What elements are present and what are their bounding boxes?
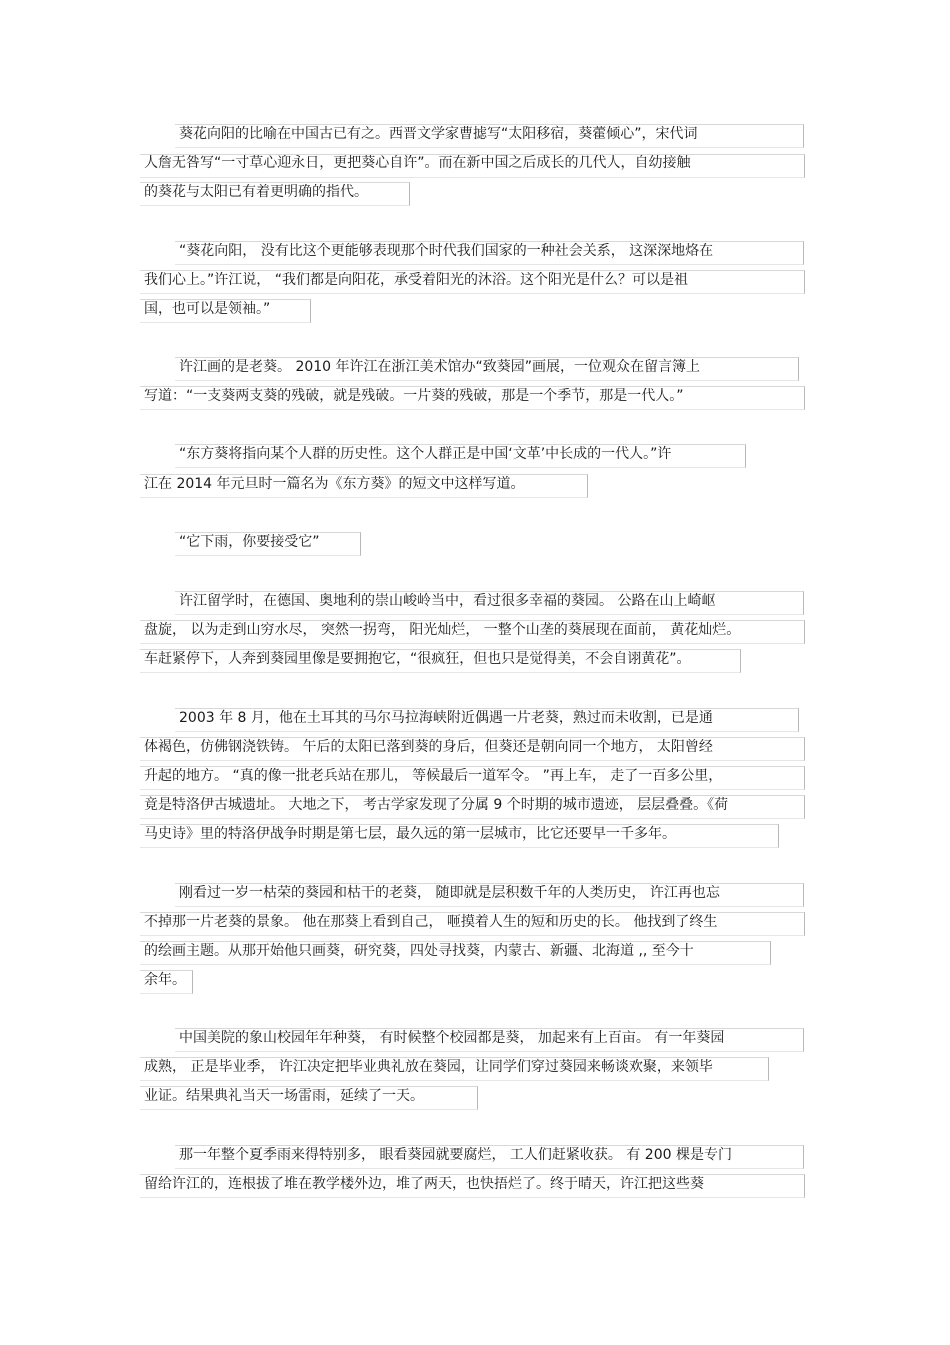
text-line: 升起的地方。 “真的像一批老兵站在那儿， 等候最后一道军令。 ”再上车， 走了一百多公里，: [144, 768, 723, 784]
text-line: 业证。结果典礼当天一场雷雨，延续了一天。: [144, 1088, 424, 1104]
text-line: 江在 2014 年元旦时一篇名为《东方葵》的短文中这样写道。: [144, 476, 525, 492]
text-line: 许江留学时，在德国、奥地利的崇山峻岭当中，看过很多幸福的葵园。 公路在山上崎岖: [179, 593, 716, 609]
text-line: 成熟， 正是毕业季， 许江决定把毕业典礼放在葵园，让同学们穿过葵园来畅谈欢聚，来领毕: [144, 1059, 713, 1075]
text-line: 竟是特洛伊古城遗址。 大地之下， 考古学家发现了分属 9 个时期的城市遗迹， 层层叠叠。《荷: [144, 797, 729, 813]
text-line: 的葵花与太阳已有着更明确的指代。: [144, 184, 368, 200]
text-line: “它下雨，你要接受它”: [179, 534, 320, 550]
text-line: 2003 年 8 月，他在土耳其的马尔马拉海峡附近偶遇一片老葵，熟过而未收割，已是通: [179, 710, 713, 726]
text-line: 我们心上。”许江说， “我们都是向阳花，承受着阳光的沐浴。这个阳光是什么？可以是祖: [144, 272, 688, 288]
text-line: 体褐色，仿佛钢浇铁铸。 午后的太阳已落到葵的身后，但葵还是朝向同一个地方， 太阳曾经: [144, 739, 713, 755]
text-line: 葵花向阳的比喻在中国古已有之。西晋文学家曹摅写“太阳移宿，葵藿倾心”，宋代词: [179, 126, 698, 142]
text-line: 那一年整个夏季雨来得特别多， 眼看葵园就要腐烂， 工人们赶紧收获。 有 200 棵是专门: [179, 1147, 732, 1163]
text-line: 车赶紧停下，人奔到葵园里像是要拥抱它，“很疯狂，但也只是觉得美，不会自诩黄花”。: [144, 651, 691, 667]
text-line: 的绘画主题。从那开始他只画葵，研究葵，四处寻找葵，内蒙古、新疆、北海道 ,, 至今十: [144, 943, 694, 959]
text-line: 刚看过一岁一枯荣的葵园和枯干的老葵， 随即就是层积数千年的人类历史， 许江再也忘: [179, 885, 720, 901]
text-line: “葵花向阳， 没有比这个更能够表现那个时代我们国家的一种社会关系， 这深深地烙在: [179, 243, 714, 259]
text-line: 余年。: [144, 972, 186, 988]
text-line: 人詹无咎写“一寸草心迎永日，更把葵心自许”。而在新中国之后成长的几代人，自幼接触: [144, 155, 691, 171]
text-line: 写道：“一支葵两支葵的残破，就是残破。一片葵的残破，那是一个季节，那是一代人。”: [144, 388, 684, 404]
text-line: 盘旋， 以为走到山穷水尽， 突然一拐弯， 阳光灿烂， 一整个山垄的葵展现在面前， 黄花灿烂。: [144, 622, 741, 638]
text-line: “东方葵将指向某个人群的历史性。这个人群正是中国‘文革’中长成的一代人。”许: [179, 446, 672, 462]
text-line: 马史诗》里的特洛伊战争时期是第七层，最久远的第一层城市，比它还要早一千多年。: [144, 826, 676, 842]
text-line: 国，也可以是领袖。”: [144, 301, 271, 317]
text-line: 留给许江的，连根拔了堆在教学楼外边，堆了两天，也快捂烂了。终于晴天，许江把这些葵: [144, 1176, 704, 1192]
text-line: 中国美院的象山校园年年种葵， 有时候整个校园都是葵， 加起来有上百亩。 有一年葵园: [179, 1030, 725, 1046]
text-line: 许江画的是老葵。 2010 年许江在浙江美术馆办“致葵园”画展，一位观众在留言簿上: [179, 359, 701, 375]
text-line: 不掉那一片老葵的景象。 他在那葵上看到自己， 咂摸着人生的短和历史的长。 他找到了终生: [144, 914, 718, 930]
